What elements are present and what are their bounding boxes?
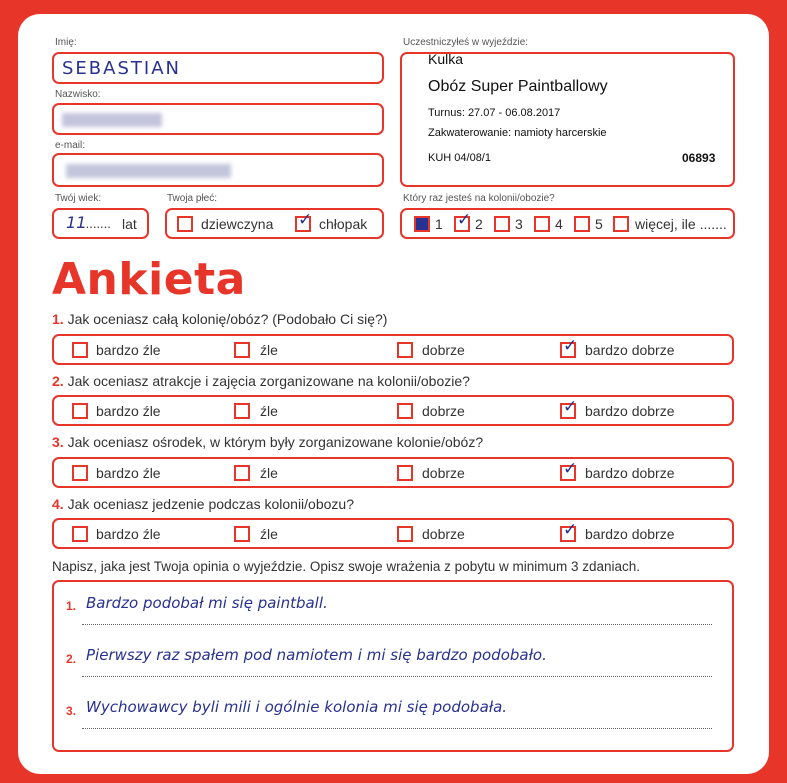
question-3-text: Jak oceniasz ośrodek, w którym były zorganizowane kolonie/obóz? bbox=[67, 434, 484, 450]
times-checkbox-1[interactable] bbox=[414, 216, 430, 232]
question-4 bbox=[52, 496, 354, 512]
q4-option-very-bad: bardzo źle bbox=[96, 526, 161, 542]
age-value: 11 bbox=[66, 213, 87, 232]
opinion-line-2-number: 2. bbox=[66, 652, 77, 666]
trip-name: Kulka bbox=[428, 51, 464, 67]
times-option-4: 4 bbox=[555, 216, 563, 232]
q1-checkbox-very-bad[interactable] bbox=[72, 342, 88, 358]
q2-checkbox-good[interactable] bbox=[397, 403, 413, 419]
checkmark-icon: ✓ bbox=[457, 210, 472, 230]
survey-title: Ankieta bbox=[52, 254, 246, 305]
question-3 bbox=[52, 434, 483, 450]
surname-redacted bbox=[62, 113, 162, 127]
question-4-text: Jak oceniasz jedzenie podczas kolonii/obozu? bbox=[67, 496, 354, 512]
age-field[interactable] bbox=[52, 208, 149, 239]
q1-option-very-bad: bardzo źle bbox=[96, 342, 161, 358]
age-label: Twój wiek: bbox=[55, 193, 102, 204]
times-option-2: 2 bbox=[475, 216, 483, 232]
trip-code: KUH 04/08/1 bbox=[428, 152, 491, 164]
q2-option-very-good: bardzo dobrze bbox=[585, 403, 675, 419]
gender-option-girl: dziewczyna bbox=[201, 216, 274, 232]
times-checkbox-3[interactable] bbox=[494, 216, 510, 232]
ruled-line bbox=[82, 728, 712, 729]
name-value: SEBASTIAN bbox=[62, 58, 181, 79]
q3-checkbox-very-bad[interactable] bbox=[72, 465, 88, 481]
times-checkbox-5[interactable] bbox=[574, 216, 590, 232]
question-3-options bbox=[52, 457, 734, 488]
surname-field[interactable] bbox=[52, 103, 384, 135]
q4-option-bad: źle bbox=[260, 526, 278, 542]
q4-checkbox-very-good[interactable] bbox=[560, 520, 578, 542]
q2-checkbox-very-good[interactable] bbox=[560, 397, 578, 419]
q3-checkbox-good[interactable] bbox=[397, 465, 413, 481]
q1-checkbox-good[interactable] bbox=[397, 342, 413, 358]
opinion-line-1-text: Bardzo podobał mi się paintball. bbox=[86, 594, 328, 612]
email-field[interactable] bbox=[52, 153, 384, 187]
trip-turnus: Turnus: 27.07 - 06.08.2017 bbox=[428, 107, 561, 119]
q2-option-very-bad: bardzo źle bbox=[96, 403, 161, 419]
q4-option-very-good: bardzo dobrze bbox=[585, 526, 675, 542]
opinion-line-3-text: Wychowawcy byli mili i ogólnie kolonia mi się podobała. bbox=[86, 698, 508, 716]
q3-checkbox-bad[interactable] bbox=[234, 465, 250, 481]
q4-checkbox-very-bad[interactable] bbox=[72, 526, 88, 542]
email-redacted bbox=[66, 164, 231, 178]
email-label: e-mail: bbox=[55, 140, 86, 151]
q2-checkbox-bad[interactable] bbox=[234, 403, 250, 419]
q4-option-good: dobrze bbox=[422, 526, 465, 542]
q3-checkbox-very-good[interactable] bbox=[560, 459, 578, 481]
q2-option-good: dobrze bbox=[422, 403, 465, 419]
age-dots: ........ bbox=[82, 216, 111, 231]
opinion-prompt: Napisz, jaka jest Twoja opinia o wyjeździe. Opisz swoje wrażenia z pobytu w minimum 3 zdaniach. bbox=[52, 559, 641, 574]
checkmark-icon: ✓ bbox=[563, 520, 578, 540]
trip-label: Uczestniczyłeś w wyjeździe: bbox=[403, 37, 529, 48]
question-4-number: 4. bbox=[52, 496, 64, 512]
checkmark-icon: ✓ bbox=[298, 210, 313, 230]
times-option-more: więcej, ile ....... bbox=[635, 216, 727, 232]
opinion-line-1-number: 1. bbox=[66, 599, 77, 613]
trip-lodging: Zakwaterowanie: namioty harcerskie bbox=[428, 127, 607, 139]
trip-number: 06893 bbox=[682, 151, 716, 165]
gender-checkbox-boy[interactable] bbox=[295, 210, 313, 232]
question-1 bbox=[52, 311, 387, 327]
question-3-number: 3. bbox=[52, 434, 64, 450]
q1-checkbox-bad[interactable] bbox=[234, 342, 250, 358]
question-1-text: Jak oceniasz całą kolonię/obóz? (Podobało Ci się?) bbox=[67, 311, 388, 327]
q3-option-very-good: bardzo dobrze bbox=[585, 465, 675, 481]
ruled-line bbox=[82, 624, 712, 625]
question-1-number: 1. bbox=[52, 311, 64, 327]
times-option-3: 3 bbox=[515, 216, 523, 232]
gender-label: Twoja płeć: bbox=[167, 193, 218, 204]
times-label: Który raz jesteś na kolonii/obozie? bbox=[403, 193, 555, 204]
times-checkbox-2[interactable] bbox=[454, 210, 472, 232]
q1-option-good: dobrze bbox=[422, 342, 465, 358]
q3-option-good: dobrze bbox=[422, 465, 465, 481]
times-option-5: 5 bbox=[595, 216, 603, 232]
gender-checkbox-girl[interactable] bbox=[177, 216, 193, 232]
times-field bbox=[400, 208, 735, 239]
name-field[interactable] bbox=[52, 52, 384, 84]
q4-checkbox-good[interactable] bbox=[397, 526, 413, 542]
q3-option-very-bad: bardzo źle bbox=[96, 465, 161, 481]
trip-info-box bbox=[400, 52, 735, 187]
q4-checkbox-bad[interactable] bbox=[234, 526, 250, 542]
q1-checkbox-very-good[interactable] bbox=[560, 336, 578, 358]
ruled-line bbox=[82, 676, 712, 677]
question-4-options bbox=[52, 518, 734, 549]
q2-checkbox-very-bad[interactable] bbox=[72, 403, 88, 419]
q3-option-bad: źle bbox=[260, 465, 278, 481]
question-2-number: 2. bbox=[52, 373, 64, 389]
times-option-1: 1 bbox=[435, 216, 443, 232]
surname-label: Nazwisko: bbox=[55, 89, 101, 100]
q2-option-bad: źle bbox=[260, 403, 278, 419]
age-unit: lat bbox=[122, 216, 137, 232]
question-2-options bbox=[52, 395, 734, 426]
gender-option-boy: chłopak bbox=[319, 216, 368, 232]
q1-option-bad: źle bbox=[260, 342, 278, 358]
opinion-line-2-text: Pierwszy raz spałem pod namiotem i mi się bardzo podobało. bbox=[86, 646, 547, 664]
checkmark-icon: ✓ bbox=[563, 397, 578, 417]
times-checkbox-4[interactable] bbox=[534, 216, 550, 232]
opinion-line-3-number: 3. bbox=[66, 704, 77, 718]
trip-camp: Obóz Super Paintballowy bbox=[428, 78, 608, 95]
checkmark-icon: ✓ bbox=[563, 336, 578, 356]
question-2-text: Jak oceniasz atrakcje i zajęcia zorganizowane na kolonii/obozie? bbox=[67, 373, 470, 389]
q1-option-very-good: bardzo dobrze bbox=[585, 342, 675, 358]
checkmark-icon: ✓ bbox=[563, 459, 578, 479]
question-1-options bbox=[52, 334, 734, 365]
name-label: Imię: bbox=[55, 37, 77, 48]
times-checkbox-more[interactable] bbox=[613, 216, 629, 232]
gender-field bbox=[165, 208, 384, 239]
question-2 bbox=[52, 373, 470, 389]
